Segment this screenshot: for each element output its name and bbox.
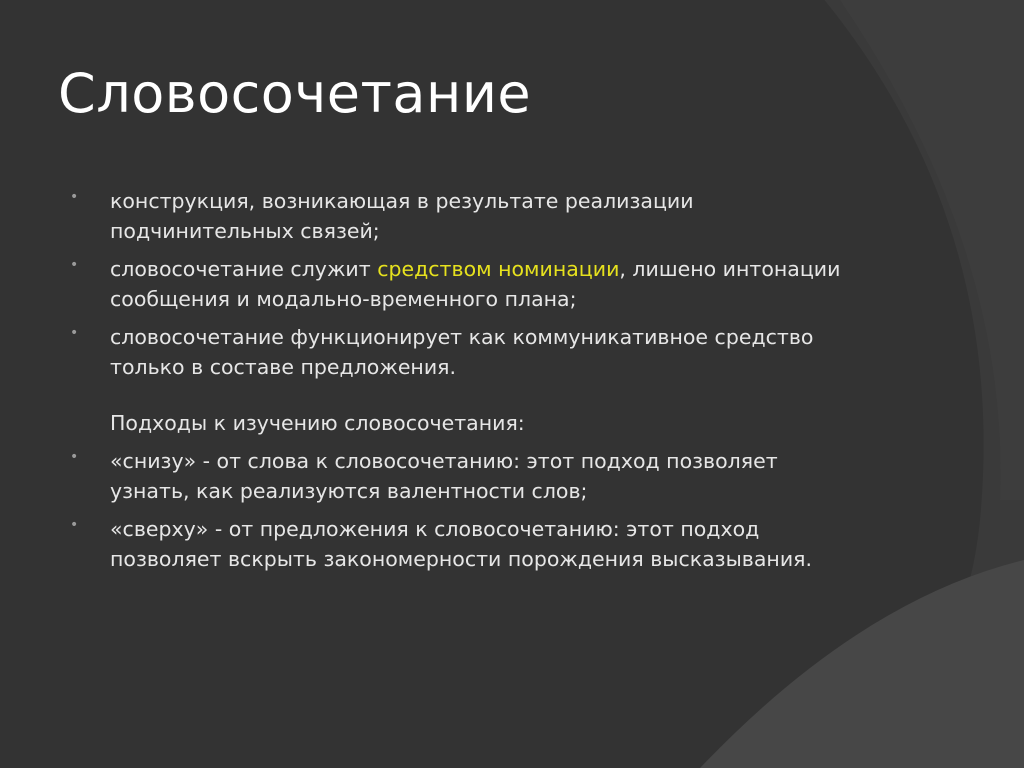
- approaches-heading: [70, 408, 860, 438]
- bullet-item-4: [70, 446, 860, 506]
- bullet-text-after: , лишено интонации сообщения и модально-временного плана;: [110, 257, 841, 311]
- bullet-list: [70, 186, 860, 582]
- bullet-item-5: [70, 514, 860, 574]
- bullet-dot-icon: •: [70, 257, 79, 273]
- highlighted-term: средством номинации: [377, 257, 620, 281]
- bullet-dot-icon: •: [70, 517, 79, 533]
- bullet-item-2: [70, 254, 860, 314]
- bullet-text: «снизу» - от слова к словосочетанию: этот подход позволяет узнать, как реализуются валентности слов;: [110, 449, 778, 503]
- slide-title: Словосочетание: [58, 62, 532, 125]
- bullet-text: словосочетание функционирует как коммуникативное средство только в составе предложения.: [110, 325, 814, 379]
- bullet-text-before: словосочетание служит: [110, 257, 378, 281]
- bullet-item-3: [70, 322, 860, 382]
- bullet-dot-icon: •: [70, 189, 79, 205]
- bullet-text: «сверху» - от предложения к словосочетанию: этот подход позволяет вскрыть закономерности порождения высказывания.: [110, 517, 812, 571]
- bullet-dot-icon: •: [70, 449, 79, 465]
- bullet-item-1: [70, 186, 860, 246]
- approaches-heading-text: Подходы к изучению словосочетания:: [110, 411, 525, 435]
- bullet-dot-icon: •: [70, 325, 79, 341]
- bullet-text: конструкция, возникающая в результате реализации подчинительных связей;: [110, 189, 694, 243]
